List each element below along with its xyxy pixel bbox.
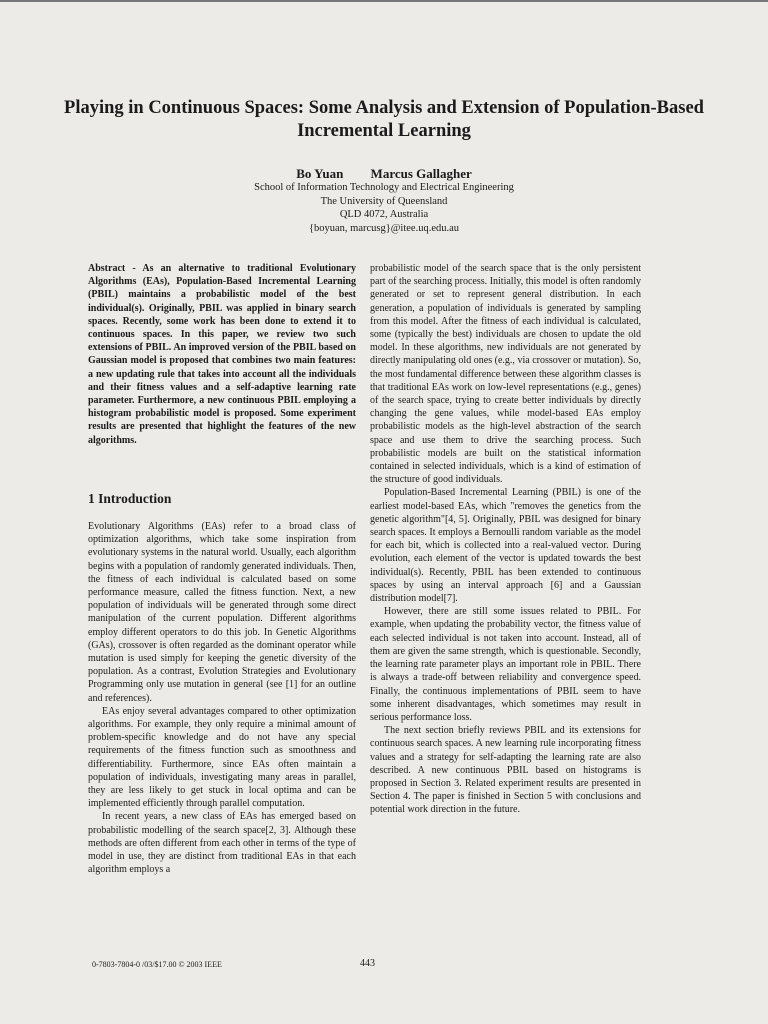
- paragraph: Population-Based Incremental Learning (PBIL) is one of the earliest model-based EAs, which "removes the genetics from the genetic algorithm"[4, 5]. Originally, PBIL was designed for binary search spaces. It employs a Bernoulli random variable as the model for each bit, which is collected into a real-valued vector. During evolution, each element of the vector is updated towards the best individual(s). Recently, PBIL has been extended to continuous spaces by using an interval approach [6] and a Gaussian distribution model[7].: [370, 487, 641, 605]
- paragraph: EAs enjoy several advantages compared to other optimization algorithms. For example, they only require a minimal amount of problem-specific knowledge and do not have any special requirements of the fitness function such as smoothness and differentiability. Furthermore, since EAs often maintain a population of individuals, investigating many areas in parallel, they are less likely to get stuck in local optima and can be implemented efficiently through parallel computation.: [88, 705, 356, 810]
- copyright-footer: 0-7803-7804-0 /03/$17.00 © 2003 IEEE: [92, 960, 222, 969]
- author-name: Bo Yuan: [296, 166, 344, 181]
- intro-right-column: [370, 262, 641, 817]
- paragraph: However, there are still some issues related to PBIL. For example, when updating the probability vector, the fitness value of each selected individual is not taken into account. Instead, all of them are given the same strength, which is questionable. Secondly, the learning rate parameter plays an important role in PBIL. There is always a trade-off between reliability and convergence speed. Finally, the continuous implementations of PBIL seem to have some inherent disadvantages, which sometimes may result in serious performance loss.: [370, 606, 641, 723]
- affiliation-block: [60, 181, 708, 235]
- abstract: [88, 262, 356, 447]
- author-name: Marcus Gallagher: [370, 166, 472, 181]
- paragraph: Evolutionary Algorithms (EAs) refer to a broad class of optimization algorithms, which take some inspiration from evolutionary systems in the natural world. Usually, each algorithm begins with a population of randomly generated individuals. Then, the fitness of each individual is calculated based on some performance measure, called the fitness function. Next, a new population of individuals will be generated through some direct manipulation of the current population. Different algorithms employ different operators to do this job. In Genetic Algorithms (GAs), crossover is often regarded as the dominant operator while mutation is used simply for keeping the genetic diversity of the population. As a contrast, Evolution Strategies and Evolutionary Programming only use mutation in general (see [1] for an outline and references).: [88, 521, 356, 704]
- author-emails: {boyuan, marcusg}@itee.uq.edu.au: [308, 222, 460, 234]
- affiliation-line: QLD 4072, Australia: [339, 209, 429, 220]
- section-heading-introduction: 1 Introduction: [88, 491, 172, 506]
- author-list: [60, 166, 708, 182]
- paragraph: In recent years, a new class of EAs has emerged based on probabilistic modelling of the search space[2, 3]. Although these methods are often different from each other in terms of the type of model in use, they are distinct from traditional EAs in that each algorithm employs a: [88, 811, 356, 876]
- paragraph: The next section briefly reviews PBIL and its extensions for continuous search spaces. A new learning rule incorporating fitness values and a strategy for self-adapting the learning rate are also described. A new continuous PBIL based on histograms is proposed in Section 3. Related experiment results are presented in Section 4. The paper is finished in Section 5 with conclusions and potential work direction in the future.: [370, 725, 641, 816]
- affiliation-line: The University of Queensland: [320, 195, 448, 207]
- page-number: 443: [360, 958, 375, 969]
- top-rule: [0, 0, 768, 2]
- paper-title: Playing in Continuous Spaces: Some Analysis and Extension of Population-Based Incremental Learning: [64, 98, 704, 141]
- paragraph: probabilistic model of the search space that is the only persistent part of the searching process. Initially, this model is often randomly generated or set to represent general distribution. In each generation, a population of individuals is generated by sampling from this model. After the fitness of each individual is calculated, some (typically the best) individuals are chosen to update the old model. In these algorithms, new individuals are not generated by directly manipulating old ones (e.g., via crossover or mutation). So, the most fundamental difference between these algorithm classes is that traditional EAs work on low-level representations (e.g., genes) of the search space, trying to create better individuals by directly changing the gene values, while model-based EAs employ probabilistic models as the high-level abstraction of the search space and use them to drive the searching process. Such probabilistic models are built on the statistical information contained in selected individuals, which is a kind of estimation of the structure of good individuals.: [370, 263, 641, 486]
- affiliation-line: School of Information Technology and Electrical Engineering: [254, 182, 514, 193]
- abstract-text: Abstract - As an alternative to traditional Evolutionary Algorithms (EAs), Population-Based Incremental Learning (PBIL) maintains a probabilistic model of the best individual(s). Originally, PBIL was applied in binary search spaces. Recently, some work has been done to extend it to continuous spaces. In this paper, we review two such extensions of PBIL. An improved version of the PBIL based on Gaussian model is proposed that combines two main features: a new updating rule that takes into account all the individuals and their fitness values and a self-adaptive learning rate parameter. Furthermore, a new continuous PBIL employing a histogram probabilistic model is proposed. Some experiment results are presented that highlight the features of the new algorithms.: [88, 263, 356, 446]
- intro-left-column: [88, 520, 356, 876]
